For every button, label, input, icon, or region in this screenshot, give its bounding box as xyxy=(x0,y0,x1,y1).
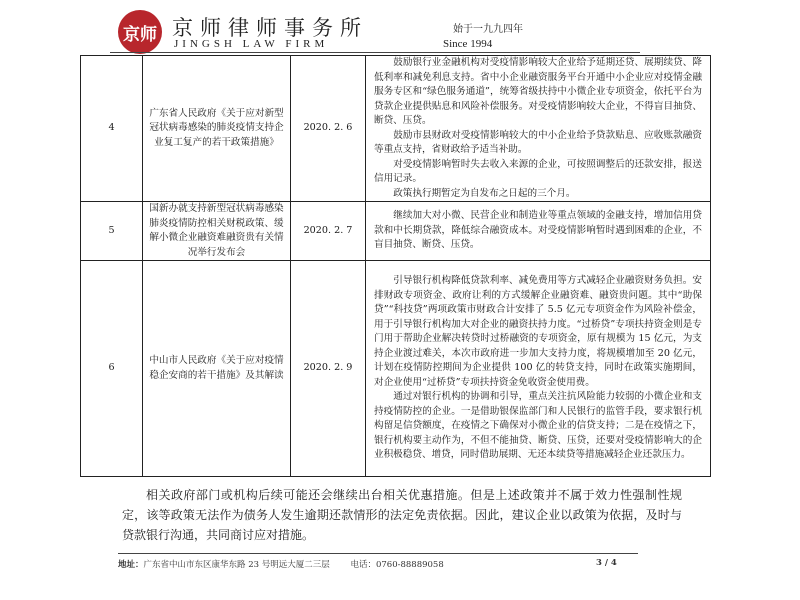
content-paragraph: 政策执行期暂定为自发布之日起的三个月。 xyxy=(393,187,576,199)
since-cn: 始于一九九四年 xyxy=(453,24,523,35)
row-number: 4 xyxy=(81,56,143,202)
policy-content xyxy=(366,202,711,261)
content-paragraph: 鼓励银行业金融机构对受疫情影响较大企业给予延期还贷、展期续贷、降低利率和减免利息支持。省中小企业融资服务平台开通中小企业应对疫情金融服务专区和“绿色服务通道”，统筹省级扶持中小微企业专项资金，依托平台为贷款企业提供贴息和风险补偿服务。对受疫情影响较大企业，不得盲目抽贷、断贷、压贷。 xyxy=(374,57,702,126)
policy-date: 2020. 2. 7 xyxy=(291,202,366,261)
firm-logo xyxy=(118,10,162,54)
firm-name-cn: 京师律师事务所 xyxy=(172,16,368,40)
address-text: 广东省中山市东区康华东路 23 号明远大厦二三层 xyxy=(143,560,330,570)
policy-content xyxy=(366,261,711,477)
page-footer xyxy=(118,558,638,570)
address-label: 地址： xyxy=(118,560,144,570)
table-row xyxy=(81,202,711,261)
policy-source: 中山市人民政府《关于应对疫情稳企安商的若干措施》及其解读 xyxy=(143,261,291,477)
policy-date: 2020. 2. 9 xyxy=(291,261,366,477)
phone-number: 0760-88889058 xyxy=(375,560,444,570)
policy-source: 广东省人民政府《关于应对新型冠状病毒感染的肺炎疫情支持企业复工复产的若干政策措施》 xyxy=(143,56,291,202)
table-row xyxy=(81,56,711,202)
content-paragraph: 鼓励市县财政对受疫情影响较大的中小企业给予贷款贴息、应收账款融资等重点支持，省财政给予适当补助。 xyxy=(374,129,702,155)
content-paragraph: 继续加大对小微、民营企业和制造业等重点领域的金融支持，增加信用贷款和中长期贷款，降低综合融资成本。对受疫情影响暂时遇到困难的企业，不盲目抽贷、断贷、压贷。 xyxy=(374,210,702,251)
row-number: 6 xyxy=(81,261,143,477)
firm-name-en: JINGSH LAW FIRM xyxy=(174,38,329,50)
page-number: 3 / 4 xyxy=(596,558,617,568)
table-row xyxy=(81,261,711,477)
content-paragraph: 引导银行机构降低贷款利率、减免费用等方式减轻企业融资财务负担。安排财政专项资金、政府让利的方式缓解企业融资难、融资贵问题。其中“助保贷”“科技贷”两项政策市财政合计安排了 5.5 亿元专项资金作为风险补偿金，用于引导银行机构加大对企业的融资扶持力度。“过桥贷”专项扶持资金则是专门用于帮助企业解决转贷时过桥融资的专项资金，原有规模为 15 亿元，为支持企业渡过难关，本次市政府进一步加大支持力度，将规模增加至 20 亿元，计划在疫情防控期间为企业提供 100 亿的转贷支持，同时在政策实施期间，对企业使用“过桥贷”专项扶持资金免收资金使用费。 xyxy=(374,275,702,388)
phone-label: 电话： xyxy=(350,560,376,570)
policy-source: 国新办就支持新型冠状病毒感染肺炎疫情防控相关财税政策、缓解小微企业融资难融资贵有关情况举行发布会 xyxy=(143,202,291,261)
content-paragraph: 对受疫情影响暂时失去收入来源的企业，可按照调整后的还款安排，报送信用记录。 xyxy=(374,158,702,184)
content-paragraph: 通过对银行机构的协调和引导，重点关注抗风险能力较弱的小微企业和支持疫情防控的企业。一是借助银保监部门和人民银行的监管手段，要求银行机构留足信贷额度，在疫情之下确保对小微企业的信贷支持；二是在疫情之下，银行机构要主动作为，不但不能抽贷、断贷、压贷，还要对受疫情影响大的企业积极稳贷、增贷，同时借助展期、无还本续贷等措施减轻企业还款压力。 xyxy=(374,391,702,461)
policy-date: 2020. 2. 6 xyxy=(291,56,366,202)
policy-table xyxy=(80,55,711,477)
letterhead xyxy=(118,10,718,56)
footer-divider xyxy=(118,553,638,554)
logo-text: 京师 xyxy=(123,24,157,45)
row-number: 5 xyxy=(81,202,143,261)
header-divider xyxy=(110,52,640,53)
since-en: Since 1994 xyxy=(443,38,493,50)
policy-content xyxy=(366,56,711,202)
closing-paragraph: 相关政府部门或机构后续可能还会继续出台相关优惠措施。但是上述政策并不属于效力性强制性规定，该等政策无法作为债务人发生逾期还款情形的法定免责依据。因此，建议企业以政策为依据，及时与贷款银行沟通，共同商讨应对措施。 xyxy=(122,488,682,542)
